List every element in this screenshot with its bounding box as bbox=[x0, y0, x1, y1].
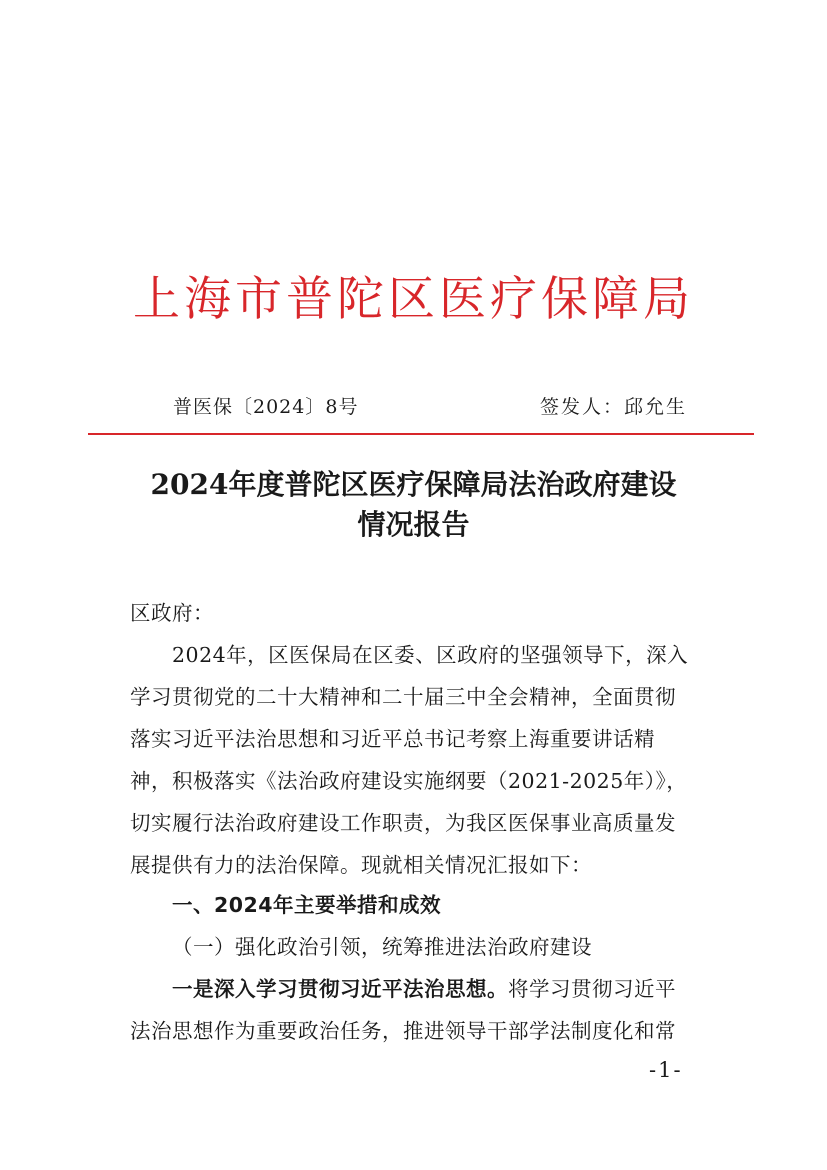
body-line: 2024年，区医保局在区委、区政府的坚强领导下，深入 bbox=[172, 643, 689, 667]
page-number: -1- bbox=[649, 1058, 683, 1082]
body-line: 学习贯彻党的二十大精神和二十届三中全会精神，全面贯彻 bbox=[130, 685, 676, 709]
body-line: 展提供有力的法治保障。现就相关情况汇报如下： bbox=[130, 853, 592, 877]
body-line bbox=[172, 972, 676, 1002]
letterhead-divider bbox=[88, 433, 754, 435]
body-line: 法治思想作为重要政治任务，推进领导干部学法制度化和常 bbox=[130, 1019, 676, 1043]
body-line: 落实习近平法治思想和习近平总书记考察上海重要讲话精 bbox=[130, 727, 655, 751]
point-text: 将学习贯彻习近平 bbox=[508, 977, 676, 1001]
body-line: 切实履行法治政府建设工作职责，为我区医保事业高质量发 bbox=[130, 811, 676, 835]
signer: 签发人：邱允生 bbox=[540, 396, 688, 418]
subsection-heading: （一）强化政治引领，统筹推进法治政府建设 bbox=[172, 935, 592, 959]
section-heading: 一、2024年主要举措和成效 bbox=[172, 893, 442, 917]
document-title-line-1: 2024年度普陀区医疗保障局法治政府建设 bbox=[150, 468, 677, 501]
agency-letterhead: 上海市普陀区医疗保障局 bbox=[133, 272, 694, 327]
salutation: 区政府： bbox=[130, 601, 214, 625]
body-line: 神，积极落实《法治政府建设实施纲要（2021-2025年）》， bbox=[130, 769, 688, 793]
point-lead: 一是深入学习贯彻习近平法治思想。 bbox=[172, 977, 508, 1001]
document-title-line-2: 情况报告 bbox=[357, 508, 470, 541]
document-number: 普医保〔2024〕8号 bbox=[173, 396, 359, 418]
